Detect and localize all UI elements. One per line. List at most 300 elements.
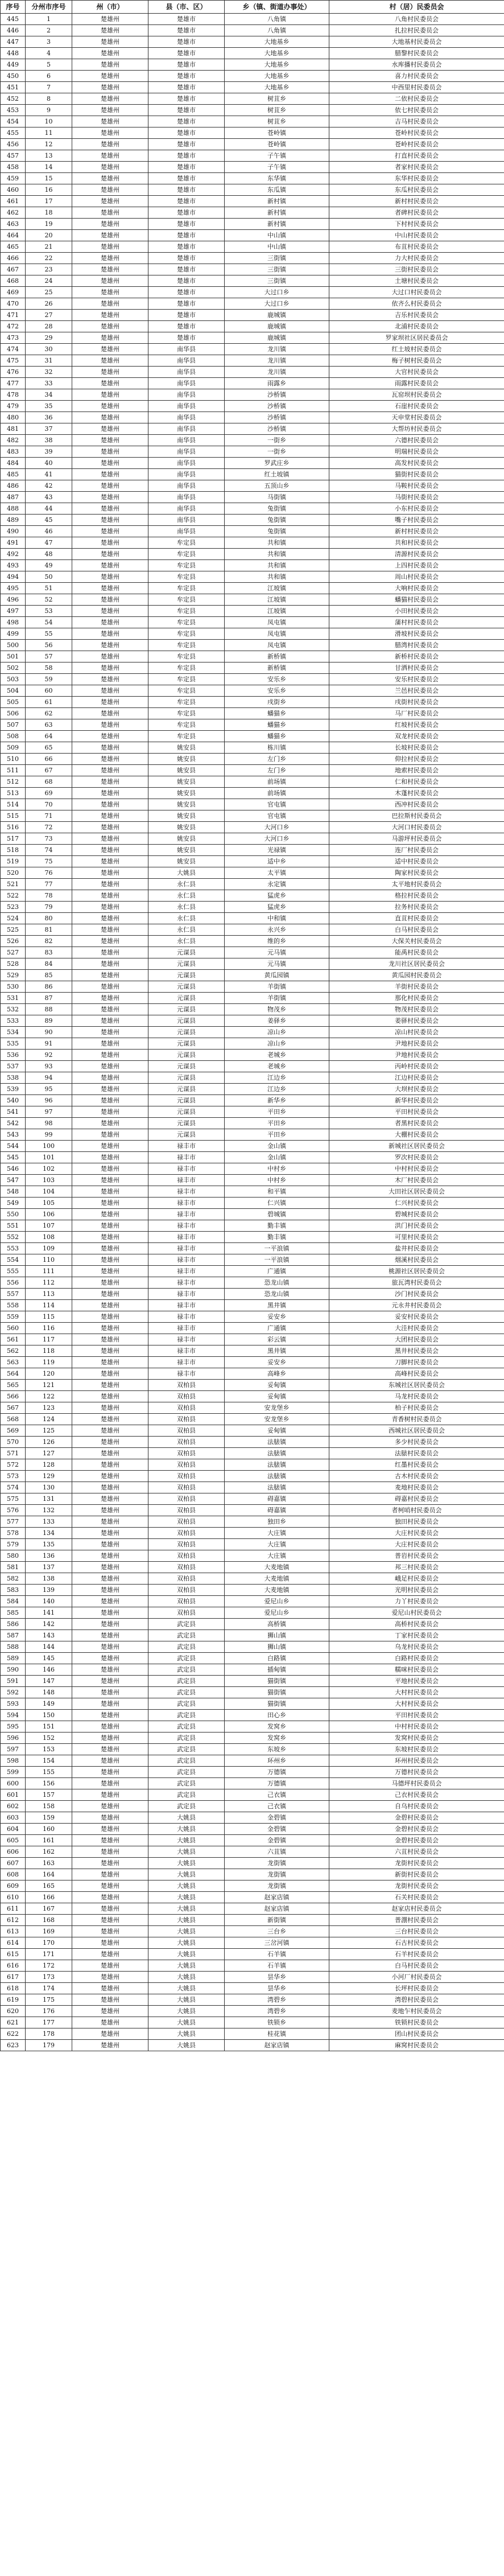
cell-village-committee: 布苴村民委员会 xyxy=(329,241,504,253)
cell-township: 猫街镇 xyxy=(225,1676,329,1687)
cell-township: 安龙堡乡 xyxy=(225,1402,329,1414)
table-row xyxy=(1,401,504,412)
cell-serial-number: 589 xyxy=(1,1653,26,1664)
cell-township: 中村乡 xyxy=(225,1163,329,1175)
cell-prefecture-serial: 169 xyxy=(26,1926,72,1937)
cell-village-committee: 金碧村民委员会 xyxy=(329,1812,504,1824)
cell-serial-number: 538 xyxy=(1,1072,26,1084)
cell-township: 兔街镇 xyxy=(225,526,329,537)
cell-prefecture: 楚雄州 xyxy=(72,230,148,241)
cell-county: 大姚县 xyxy=(148,1994,225,2006)
cell-prefecture-serial: 103 xyxy=(26,1175,72,1186)
cell-serial-number: 527 xyxy=(1,947,26,958)
cell-serial-number: 492 xyxy=(1,549,26,560)
cell-village-committee: 者碑村民委员会 xyxy=(329,207,504,219)
cell-serial-number: 450 xyxy=(1,71,26,82)
cell-county: 南华县 xyxy=(148,469,225,480)
cell-serial-number: 623 xyxy=(1,2040,26,2051)
cell-village-committee: 己衣村民委员会 xyxy=(329,1789,504,1801)
table-row xyxy=(1,1266,504,1277)
cell-village-committee: 邦三村民委员会 xyxy=(329,1562,504,1573)
cell-prefecture-serial: 120 xyxy=(26,1368,72,1380)
cell-prefecture: 楚雄州 xyxy=(72,708,148,719)
cell-prefecture-serial: 135 xyxy=(26,1539,72,1550)
cell-county: 楚雄市 xyxy=(148,14,225,25)
cell-county: 南华县 xyxy=(148,367,225,378)
cell-prefecture: 楚雄州 xyxy=(72,1072,148,1084)
table-row xyxy=(1,776,504,788)
cell-township: 狮山镇 xyxy=(225,1641,329,1653)
cell-township: 戌街乡 xyxy=(225,697,329,708)
cell-village-committee: 连厂村民委员会 xyxy=(329,845,504,856)
cell-prefecture-serial: 43 xyxy=(26,492,72,503)
table-row xyxy=(1,105,504,116)
cell-prefecture-serial: 133 xyxy=(26,1516,72,1528)
cell-village-committee: 中西里村民委员会 xyxy=(329,82,504,93)
cell-serial-number: 542 xyxy=(1,1118,26,1129)
cell-village-committee: 小田村民委员会 xyxy=(329,606,504,617)
table-row xyxy=(1,731,504,742)
cell-prefecture-serial: 27 xyxy=(26,310,72,321)
cell-village-committee: 尹地村民委员会 xyxy=(329,1038,504,1050)
cell-county: 武定县 xyxy=(148,1755,225,1767)
table-row xyxy=(1,446,504,458)
cell-serial-number: 499 xyxy=(1,628,26,640)
table-row xyxy=(1,697,504,708)
cell-township: 妥甸镇 xyxy=(225,1391,329,1402)
cell-serial-number: 573 xyxy=(1,1471,26,1482)
cell-prefecture-serial: 178 xyxy=(26,2028,72,2040)
cell-serial-number: 585 xyxy=(1,1607,26,1619)
table-row xyxy=(1,230,504,241)
cell-serial-number: 598 xyxy=(1,1755,26,1767)
cell-county: 大姚县 xyxy=(148,1903,225,1915)
cell-serial-number: 448 xyxy=(1,48,26,59)
table-row xyxy=(1,1539,504,1550)
cell-serial-number: 507 xyxy=(1,719,26,731)
cell-serial-number: 512 xyxy=(1,776,26,788)
cell-county: 楚雄市 xyxy=(148,162,225,173)
cell-county: 永仁县 xyxy=(148,902,225,913)
cell-village-committee: 凉山村民委员会 xyxy=(329,1027,504,1038)
cell-township: 龙川镇 xyxy=(225,367,329,378)
cell-county: 牟定县 xyxy=(148,583,225,594)
cell-county: 南华县 xyxy=(148,389,225,401)
cell-prefecture-serial: 96 xyxy=(26,1095,72,1106)
cell-prefecture-serial: 10 xyxy=(26,116,72,127)
cell-township: 猛虎乡 xyxy=(225,902,329,913)
cell-county: 武定县 xyxy=(148,1744,225,1755)
table-row xyxy=(1,1926,504,1937)
cell-village-committee: 旅瓦湾村民委员会 xyxy=(329,1277,504,1289)
cell-serial-number: 567 xyxy=(1,1402,26,1414)
cell-prefecture-serial: 127 xyxy=(26,1448,72,1459)
cell-township: 赵家店镇 xyxy=(225,2040,329,2051)
cell-prefecture: 楚雄州 xyxy=(72,936,148,947)
cell-prefecture: 楚雄州 xyxy=(72,1015,148,1027)
cell-prefecture: 楚雄州 xyxy=(72,25,148,36)
cell-county: 双柏县 xyxy=(148,1459,225,1471)
cell-township: 八角镇 xyxy=(225,14,329,25)
cell-prefecture: 楚雄州 xyxy=(72,71,148,82)
cell-township: 大过口乡 xyxy=(225,287,329,298)
cell-county: 南华县 xyxy=(148,515,225,526)
table-row xyxy=(1,1380,504,1391)
cell-county: 武定县 xyxy=(148,1687,225,1698)
cell-prefecture: 楚雄州 xyxy=(72,913,148,924)
cell-township: 凉山乡 xyxy=(225,1027,329,1038)
cell-county: 双柏县 xyxy=(148,1493,225,1505)
cell-serial-number: 522 xyxy=(1,890,26,902)
cell-prefecture: 楚雄州 xyxy=(72,367,148,378)
table-row xyxy=(1,1812,504,1824)
cell-village-committee: 中村村民委员会 xyxy=(329,1163,504,1175)
cell-prefecture-serial: 63 xyxy=(26,719,72,731)
cell-prefecture: 楚雄州 xyxy=(72,1380,148,1391)
cell-village-committee: 八角村民委员会 xyxy=(329,14,504,25)
cell-county: 南华县 xyxy=(148,526,225,537)
cell-prefecture-serial: 157 xyxy=(26,1789,72,1801)
cell-prefecture: 楚雄州 xyxy=(72,719,148,731)
cell-prefecture: 楚雄州 xyxy=(72,1880,148,1892)
cell-prefecture: 楚雄州 xyxy=(72,1983,148,1994)
cell-prefecture-serial: 77 xyxy=(26,879,72,890)
cell-township: 罗武庄乡 xyxy=(225,458,329,469)
table-row xyxy=(1,2006,504,2017)
cell-village-committee: 适中村民委员会 xyxy=(329,856,504,867)
cell-serial-number: 618 xyxy=(1,1983,26,1994)
cell-serial-number: 594 xyxy=(1,1710,26,1721)
cell-serial-number: 551 xyxy=(1,1220,26,1232)
table-row xyxy=(1,480,504,492)
cell-village-committee: 柏子村民委员会 xyxy=(329,1402,504,1414)
cell-township: 蟠猫乡 xyxy=(225,719,329,731)
cell-county: 武定县 xyxy=(148,1664,225,1676)
cell-county: 禄丰市 xyxy=(148,1368,225,1380)
cell-village-committee: 乌龙村民委员会 xyxy=(329,1641,504,1653)
cell-prefecture: 楚雄州 xyxy=(72,776,148,788)
cell-township: 己衣镇 xyxy=(225,1801,329,1812)
cell-prefecture: 楚雄州 xyxy=(72,1607,148,1619)
cell-township: 栋川镇 xyxy=(225,742,329,754)
cell-township: 三街镇 xyxy=(225,253,329,264)
cell-county: 元谋县 xyxy=(148,1095,225,1106)
table-body xyxy=(1,14,504,2051)
cell-prefecture-serial: 155 xyxy=(26,1767,72,1778)
header-county: 县（市、区） xyxy=(148,1,225,14)
cell-village-committee: 自乌村民委员会 xyxy=(329,1801,504,1812)
cell-county: 楚雄市 xyxy=(148,127,225,139)
cell-township: 金山镇 xyxy=(225,1141,329,1152)
cell-prefecture-serial: 107 xyxy=(26,1220,72,1232)
cell-prefecture-serial: 139 xyxy=(26,1585,72,1596)
cell-serial-number: 500 xyxy=(1,640,26,651)
cell-township: 中山镇 xyxy=(225,241,329,253)
table-row xyxy=(1,82,504,93)
cell-prefecture-serial: 72 xyxy=(26,822,72,833)
cell-county: 双柏县 xyxy=(148,1573,225,1585)
cell-township: 马街镇 xyxy=(225,492,329,503)
cell-township: 广通镇 xyxy=(225,1266,329,1277)
cell-county: 大姚县 xyxy=(148,1835,225,1846)
table-row xyxy=(1,1698,504,1710)
cell-prefecture-serial: 20 xyxy=(26,230,72,241)
cell-county: 牟定县 xyxy=(148,708,225,719)
cell-prefecture-serial: 40 xyxy=(26,458,72,469)
cell-serial-number: 457 xyxy=(1,150,26,162)
cell-prefecture: 楚雄州 xyxy=(72,1528,148,1539)
table-row xyxy=(1,617,504,628)
cell-prefecture-serial: 81 xyxy=(26,924,72,936)
cell-prefecture-serial: 44 xyxy=(26,503,72,515)
cell-township: 高桥镇 xyxy=(225,1619,329,1630)
table-row xyxy=(1,1095,504,1106)
cell-township: 新桥镇 xyxy=(225,662,329,674)
cell-serial-number: 571 xyxy=(1,1448,26,1459)
table-row xyxy=(1,902,504,913)
cell-county: 大姚县 xyxy=(148,1892,225,1903)
cell-village-committee: 六苴村民委员会 xyxy=(329,1846,504,1858)
cell-village-committee: 大响村民委员会 xyxy=(329,583,504,594)
cell-prefecture-serial: 87 xyxy=(26,993,72,1004)
cell-township: 大过口乡 xyxy=(225,298,329,310)
table-row xyxy=(1,662,504,674)
cell-prefecture: 楚雄州 xyxy=(72,150,148,162)
cell-prefecture: 楚雄州 xyxy=(72,173,148,184)
cell-prefecture-serial: 147 xyxy=(26,1676,72,1687)
cell-prefecture: 楚雄州 xyxy=(72,1573,148,1585)
cell-county: 禄丰市 xyxy=(148,1334,225,1345)
table-row xyxy=(1,1254,504,1266)
cell-prefecture-serial: 173 xyxy=(26,1972,72,1983)
cell-prefecture-serial: 129 xyxy=(26,1471,72,1482)
table-row xyxy=(1,640,504,651)
cell-serial-number: 553 xyxy=(1,1243,26,1254)
cell-prefecture-serial: 168 xyxy=(26,1915,72,1926)
cell-serial-number: 552 xyxy=(1,1232,26,1243)
cell-prefecture: 楚雄州 xyxy=(72,1744,148,1755)
cell-serial-number: 563 xyxy=(1,1357,26,1368)
cell-county: 双柏县 xyxy=(148,1516,225,1528)
cell-prefecture: 楚雄州 xyxy=(72,1323,148,1334)
cell-prefecture: 楚雄州 xyxy=(72,1232,148,1243)
table-row xyxy=(1,1789,504,1801)
cell-prefecture: 楚雄州 xyxy=(72,1163,148,1175)
cell-prefecture-serial: 122 xyxy=(26,1391,72,1402)
cell-prefecture-serial: 14 xyxy=(26,162,72,173)
cell-county: 元谋县 xyxy=(148,1027,225,1038)
cell-township: 子午镇 xyxy=(225,150,329,162)
cell-village-committee: 下村村民委员会 xyxy=(329,219,504,230)
table-row xyxy=(1,1573,504,1585)
cell-village-committee: 法脿村民委员会 xyxy=(329,1448,504,1459)
cell-prefecture-serial: 6 xyxy=(26,71,72,82)
table-row xyxy=(1,241,504,253)
cell-county: 大姚县 xyxy=(148,2017,225,2028)
table-row xyxy=(1,674,504,685)
cell-serial-number: 486 xyxy=(1,480,26,492)
cell-township: 黑井镇 xyxy=(225,1300,329,1311)
cell-village-committee: 水库播村民委员会 xyxy=(329,59,504,71)
cell-village-committee: 者黑村民委员会 xyxy=(329,1118,504,1129)
cell-serial-number: 599 xyxy=(1,1767,26,1778)
cell-serial-number: 485 xyxy=(1,469,26,480)
cell-county: 姚安县 xyxy=(148,776,225,788)
table-row xyxy=(1,469,504,480)
cell-township: 中和镇 xyxy=(225,913,329,924)
cell-prefecture: 楚雄州 xyxy=(72,628,148,640)
cell-prefecture-serial: 13 xyxy=(26,150,72,162)
cell-village-committee: 峨足村民委员会 xyxy=(329,1573,504,1585)
cell-township: 碍嘉镇 xyxy=(225,1505,329,1516)
cell-county: 楚雄市 xyxy=(148,332,225,344)
table-row xyxy=(1,36,504,48)
cell-village-committee: 二依村民委员会 xyxy=(329,93,504,105)
cell-prefecture-serial: 3 xyxy=(26,36,72,48)
cell-prefecture-serial: 1 xyxy=(26,14,72,25)
cell-prefecture: 楚雄州 xyxy=(72,1061,148,1072)
cell-township: 三岔河镇 xyxy=(225,1937,329,1949)
cell-village-committee: 大坝村民委员会 xyxy=(329,1084,504,1095)
table-row xyxy=(1,1585,504,1596)
cell-county: 牟定县 xyxy=(148,640,225,651)
cell-serial-number: 566 xyxy=(1,1391,26,1402)
cell-prefecture: 楚雄州 xyxy=(72,480,148,492)
cell-prefecture: 楚雄州 xyxy=(72,1550,148,1562)
table-row xyxy=(1,1345,504,1357)
cell-prefecture-serial: 86 xyxy=(26,981,72,993)
cell-township: 发窝乡 xyxy=(225,1733,329,1744)
cell-prefecture: 楚雄州 xyxy=(72,1903,148,1915)
cell-township: 一平浪镇 xyxy=(225,1243,329,1254)
cell-prefecture-serial: 99 xyxy=(26,1129,72,1141)
cell-prefecture-serial: 66 xyxy=(26,754,72,765)
cell-serial-number: 601 xyxy=(1,1789,26,1801)
cell-township: 羊街镇 xyxy=(225,981,329,993)
cell-village-committee: 红墨村民委员会 xyxy=(329,1459,504,1471)
cell-township: 元马镇 xyxy=(225,947,329,958)
cell-township: 安乐乡 xyxy=(225,685,329,697)
cell-prefecture-serial: 142 xyxy=(26,1619,72,1630)
cell-prefecture: 楚雄州 xyxy=(72,1972,148,1983)
cell-serial-number: 540 xyxy=(1,1095,26,1106)
cell-prefecture: 楚雄州 xyxy=(72,503,148,515)
cell-village-committee: 安乐村民委员会 xyxy=(329,674,504,685)
cell-county: 双柏县 xyxy=(148,1550,225,1562)
cell-prefecture-serial: 60 xyxy=(26,685,72,697)
cell-prefecture: 楚雄州 xyxy=(72,651,148,662)
cell-county: 姚安县 xyxy=(148,822,225,833)
table-row xyxy=(1,879,504,890)
cell-prefecture-serial: 126 xyxy=(26,1437,72,1448)
table-row xyxy=(1,958,504,970)
cell-prefecture: 楚雄州 xyxy=(72,1175,148,1186)
cell-village-committee: 力大村民委员会 xyxy=(329,253,504,264)
cell-prefecture-serial: 160 xyxy=(26,1824,72,1835)
cell-county: 牟定县 xyxy=(148,674,225,685)
cell-prefecture: 楚雄州 xyxy=(72,1664,148,1676)
cell-prefecture-serial: 56 xyxy=(26,640,72,651)
cell-prefecture-serial: 71 xyxy=(26,810,72,822)
table-row xyxy=(1,1232,504,1243)
cell-prefecture-serial: 73 xyxy=(26,833,72,845)
cell-village-committee: 蒲村村民委员会 xyxy=(329,617,504,628)
cell-prefecture: 楚雄州 xyxy=(72,1721,148,1733)
cell-village-committee: 大帮坊村民委员会 xyxy=(329,423,504,435)
cell-village-committee: 大棚村民委员会 xyxy=(329,1129,504,1141)
cell-township: 万德镇 xyxy=(225,1778,329,1789)
cell-village-committee: 金碧村民委员会 xyxy=(329,1824,504,1835)
cell-township: 子午镇 xyxy=(225,162,329,173)
cell-prefecture-serial: 46 xyxy=(26,526,72,537)
cell-prefecture: 楚雄州 xyxy=(72,241,148,253)
cell-prefecture-serial: 25 xyxy=(26,287,72,298)
cell-township: 安乐乡 xyxy=(225,674,329,685)
cell-county: 元谋县 xyxy=(148,1015,225,1027)
cell-prefecture-serial: 65 xyxy=(26,742,72,754)
table-row xyxy=(1,924,504,936)
cell-prefecture: 楚雄州 xyxy=(72,799,148,810)
cell-township: 维的乡 xyxy=(225,936,329,947)
cell-prefecture-serial: 30 xyxy=(26,344,72,355)
cell-village-committee: 清源村民委员会 xyxy=(329,549,504,560)
cell-county: 牟定县 xyxy=(148,662,225,674)
cell-prefecture: 楚雄州 xyxy=(72,1152,148,1163)
cell-prefecture-serial: 12 xyxy=(26,139,72,150)
cell-prefecture-serial: 94 xyxy=(26,1072,72,1084)
cell-serial-number: 466 xyxy=(1,253,26,264)
cell-township: 大麦地镇 xyxy=(225,1562,329,1573)
table-row xyxy=(1,14,504,25)
cell-village-committee: 三街村民委员会 xyxy=(329,264,504,275)
cell-prefecture: 楚雄州 xyxy=(72,1812,148,1824)
cell-township: 大地基乡 xyxy=(225,71,329,82)
table-row xyxy=(1,1903,504,1915)
cell-prefecture-serial: 51 xyxy=(26,583,72,594)
table-row xyxy=(1,913,504,924)
cell-township: 红土坡镇 xyxy=(225,469,329,480)
cell-county: 武定县 xyxy=(148,1733,225,1744)
table-row xyxy=(1,754,504,765)
table-row xyxy=(1,389,504,401)
cell-serial-number: 449 xyxy=(1,59,26,71)
cell-county: 楚雄市 xyxy=(148,264,225,275)
cell-county: 楚雄市 xyxy=(148,82,225,93)
cell-prefecture-serial: 80 xyxy=(26,913,72,924)
cell-serial-number: 454 xyxy=(1,116,26,127)
cell-township: 蟠猫乡 xyxy=(225,708,329,719)
cell-prefecture: 楚雄州 xyxy=(72,731,148,742)
cell-township: 树苴乡 xyxy=(225,93,329,105)
cell-county: 禄丰市 xyxy=(148,1311,225,1323)
cell-prefecture: 楚雄州 xyxy=(72,1801,148,1812)
cell-township: 东华镇 xyxy=(225,173,329,184)
cell-prefecture: 楚雄州 xyxy=(72,1789,148,1801)
cell-serial-number: 529 xyxy=(1,970,26,981)
cell-township: 元马镇 xyxy=(225,958,329,970)
cell-serial-number: 620 xyxy=(1,2006,26,2017)
table-row xyxy=(1,1072,504,1084)
cell-village-committee: 姜驿村民委员会 xyxy=(329,1015,504,1027)
cell-township: 发窝乡 xyxy=(225,1721,329,1733)
cell-village-committee: 梅子树村民委员会 xyxy=(329,355,504,367)
table-row xyxy=(1,1983,504,1994)
cell-village-committee: 腊黎村民委员会 xyxy=(329,48,504,59)
cell-prefecture: 楚雄州 xyxy=(72,1687,148,1698)
cell-serial-number: 588 xyxy=(1,1641,26,1653)
cell-prefecture: 楚雄州 xyxy=(72,742,148,754)
table-row xyxy=(1,1607,504,1619)
